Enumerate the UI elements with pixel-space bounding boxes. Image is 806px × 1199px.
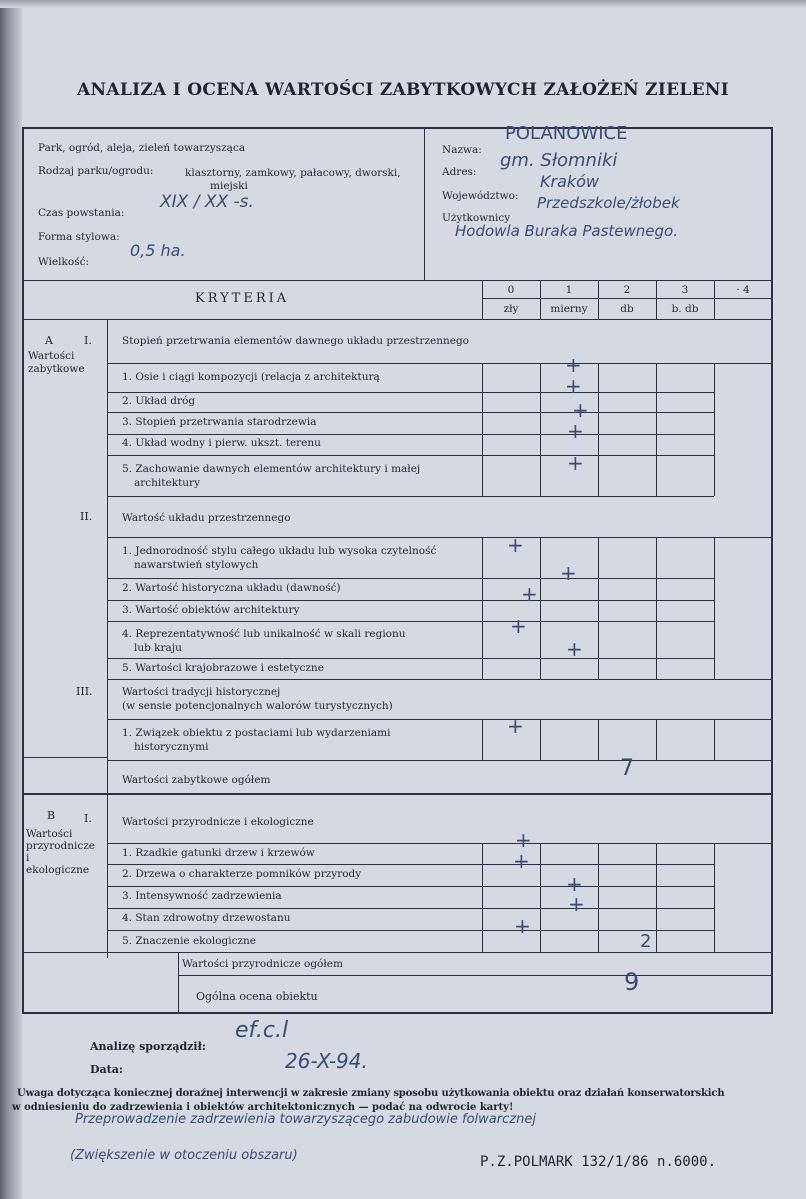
score-mark: + — [510, 614, 527, 638]
score-1-num: 1 — [565, 284, 573, 296]
col-line-4 — [714, 280, 715, 320]
group-a2-roman: II. — [80, 510, 93, 523]
row-line — [107, 392, 714, 393]
print-code: P.Z.POLMARK 132/1/86 n.6000. — [480, 1154, 717, 1170]
adres-value-city: Kraków — [540, 172, 600, 191]
section-b-letter: B — [47, 809, 56, 822]
row-line — [107, 908, 714, 909]
row-line — [107, 864, 714, 865]
score-mark: + — [565, 374, 582, 398]
col-line-3 — [656, 280, 657, 320]
grid-col — [656, 843, 657, 952]
grid-col — [598, 843, 599, 952]
row-a1-4: 4. Układ wodny i pierw. ukszt. terenu — [122, 437, 321, 449]
czas-value: XIX / XX -s. — [160, 192, 254, 212]
grid-col — [598, 537, 599, 679]
sporzadzil-label: Analizę sporządził: — [90, 1040, 206, 1053]
score-mark: + — [567, 419, 584, 443]
score-mark: + — [515, 828, 532, 852]
row-line — [107, 578, 714, 579]
section-b-divider — [107, 795, 108, 958]
nazwa-label: Nazwa: — [442, 144, 482, 156]
wojewodztwo-label: Województwo: — [442, 190, 519, 202]
wojewodztwo-value: Przedszkole/żłobek — [537, 194, 680, 212]
row-a2-4b: lub kraju — [134, 642, 182, 654]
row-a1-5a: 5. Zachowanie dawnych elementów architektury i małej — [122, 463, 421, 475]
row-line — [107, 537, 772, 538]
group-a3-title-2: (w sensie potencjonalnych walorów turystycznych) — [122, 700, 393, 712]
grid-col — [714, 843, 715, 952]
score-mark: + — [560, 561, 577, 585]
page-edge-shadow — [0, 0, 22, 1199]
a-total-value: 7 — [620, 756, 634, 781]
row-line — [107, 719, 772, 720]
score-mark: + — [566, 872, 583, 896]
score-mark: + — [567, 451, 584, 475]
data-label: Data: — [90, 1063, 123, 1076]
grid-col — [482, 537, 483, 679]
score-2-word: db — [620, 303, 634, 315]
rodzaj-label: Rodzaj parku/ogrodu: — [38, 165, 154, 177]
row-a3-1b: historycznymi — [134, 741, 209, 753]
group-a1-title: Stopień przetrwania elementów dawnego układu przestrzennego — [122, 335, 469, 347]
row-a2-3: 3. Wartość obiektów architektury — [122, 604, 300, 616]
b-5-value: 2 — [640, 931, 652, 952]
forma-label: Forma stylowa: — [38, 231, 120, 243]
header-divider — [424, 128, 425, 280]
row-line — [23, 952, 772, 953]
section-a-roman: I. — [84, 334, 92, 347]
group-a2-title: Wartość układu przestrzennego — [122, 512, 291, 524]
nazwa-value: POLANOWICE — [505, 123, 628, 144]
czas-label: Czas powstania: — [38, 207, 125, 219]
score-3-num: 3 — [681, 284, 689, 296]
row-a1-5b: architektury — [134, 477, 201, 489]
forma-value: 0,5 ha. — [130, 241, 186, 260]
rodzaj-options-miejski: miejski — [210, 180, 248, 192]
section-a-total-line — [23, 757, 108, 758]
uzytkownicy-label: Użytkownicy — [442, 212, 511, 224]
col-line-2 — [598, 280, 599, 320]
header-bottom-line — [23, 280, 772, 281]
score-0-word: zły — [503, 303, 519, 315]
a-total-label: Wartości zabytkowe ogółem — [122, 774, 271, 786]
score-mark: + — [507, 714, 524, 738]
adres-value: gm. Słomniki — [500, 150, 618, 171]
grid-col — [656, 363, 657, 496]
grid-col — [656, 537, 657, 679]
score-mark: + — [572, 398, 589, 422]
grid-col — [598, 363, 599, 496]
group-a3-title-1: Wartości tradycji historycznej — [122, 686, 281, 698]
grid-col — [482, 843, 483, 952]
row-line — [107, 658, 714, 659]
row-a1-1: 1. Osie i ciągi kompozycji (relacja z architekturą — [122, 371, 380, 383]
row-line — [107, 621, 714, 622]
section-a-divider — [107, 320, 108, 793]
data-value: 26-X-94. — [285, 1049, 368, 1073]
section-ab-border — [23, 793, 772, 795]
row-b-3: 3. Intensywność zadrzewienia — [122, 890, 282, 902]
score-0-num: 0 — [507, 284, 515, 296]
grid-col — [482, 719, 483, 760]
row-line — [107, 600, 714, 601]
row-line — [107, 760, 772, 761]
row-line — [107, 363, 772, 364]
score-mark: + — [521, 582, 538, 606]
row-b-4: 4. Stan zdrowotny drzewostanu — [122, 912, 291, 924]
score-mark: + — [565, 353, 582, 377]
grid-col — [540, 363, 541, 496]
col-line-0 — [482, 280, 483, 320]
score-mark: + — [513, 849, 530, 873]
score-4-num: · 4 — [736, 284, 750, 296]
score-header-mid-line — [482, 298, 772, 299]
section-a-name: Wartości zabytkowe — [28, 350, 85, 375]
uwaga-line-1: Uwaga dotycząca koniecznej doraźnej interwencji w zakresie zmiany sposobu użytkowania obiektu oraz działań konserwatorskich — [17, 1088, 725, 1099]
grid-col — [598, 719, 599, 760]
score-1-word: mierny — [550, 303, 588, 315]
row-line — [107, 886, 714, 887]
form-title: ANALIZA I OCENA WARTOŚCI ZABYTKOWYCH ZAŁOŻEŃ ZIELENI — [77, 80, 729, 100]
row-b-5: 5. Znaczenie ekologiczne — [122, 935, 257, 947]
grid-col — [540, 537, 541, 679]
row-line — [107, 930, 714, 931]
section-a-letter: A — [45, 334, 53, 347]
row-a2-5: 5. Wartości krajobrazowe i estetyczne — [122, 662, 324, 674]
rodzaj-options: klasztorny, zamkowy, pałacowy, dworski, — [185, 167, 401, 179]
row-a2-1a: 1. Jednorodność stylu całego układu lub wysoka czytelność — [122, 545, 437, 557]
row-b-1: 1. Rzadkie gatunki drzew i krzewów — [122, 847, 315, 859]
row-line — [178, 975, 772, 976]
row-a1-3: 3. Stopień przetrwania starodrzewia — [122, 416, 317, 428]
row-line — [107, 843, 772, 844]
grid-col — [714, 363, 715, 496]
score-2-num: 2 — [623, 284, 631, 296]
park-line: Park, ogród, aleja, zieleń towarzysząca — [38, 142, 246, 154]
adres-label: Adres: — [442, 166, 477, 178]
kryteria-header: KRYTERIA — [195, 291, 290, 306]
overall-label: Ogólna ocena obiektu — [196, 990, 318, 1003]
grid-col — [540, 719, 541, 760]
overall-left-line — [178, 952, 179, 1014]
score-mark: + — [568, 892, 585, 916]
row-b-2: 2. Drzewa o charakterze pomników przyrody — [122, 868, 362, 880]
wielkosc-label: Wielkość: — [38, 256, 90, 268]
row-line — [107, 496, 714, 497]
uzytkownicy-value: Hodowla Buraka Pastewnego. — [455, 222, 678, 240]
grid-col — [714, 537, 715, 679]
row-line — [107, 434, 714, 435]
grid-col — [656, 719, 657, 760]
section-b-roman: I. — [84, 812, 92, 825]
col-line-1 — [540, 280, 541, 320]
uwaga-line-2: w odniesieniu do zadrzewienia i obiektów architektonicznych — podać na odwrocie karty! — [12, 1102, 514, 1113]
row-a2-1b: nawarstwień stylowych — [134, 559, 259, 571]
handwritten-note-2: (Zwiększenie w otoczeniu obszaru) — [70, 1148, 298, 1163]
score-mark: + — [566, 637, 583, 661]
row-a2-2: 2. Wartość historyczna układu (dawność) — [122, 582, 341, 594]
overall-value: 9 — [624, 968, 640, 996]
row-line — [107, 412, 714, 413]
grid-col — [482, 363, 483, 496]
b-group-title: Wartości przyrodnicze i ekologiczne — [122, 816, 314, 828]
score-mark: + — [507, 533, 524, 557]
grid-col — [714, 719, 715, 760]
row-line — [107, 455, 714, 456]
row-a3-1a: 1. Związek obiektu z postaciami lub wydarzeniami — [122, 727, 391, 739]
b-total-label: Wartości przyrodnicze ogółem — [182, 958, 343, 970]
handwritten-note-1: Przeprowadzenie zadrzewienia towarzyszącego zabudowie folwarcznej — [75, 1112, 536, 1127]
score-3-word: b. db — [671, 303, 699, 315]
sporzadzil-signature: ef.c.l — [235, 1018, 289, 1043]
row-a2-4a: 4. Reprezentatywność lub unikalność w skali regionu — [122, 628, 406, 640]
section-b-name: Wartości przyrodnicze i ekologiczne — [26, 828, 96, 876]
grid-col — [540, 843, 541, 952]
page-top-edge — [0, 0, 806, 8]
score-header-bottom-line — [23, 319, 772, 320]
row-a1-2: 2. Układ dróg — [122, 395, 196, 407]
score-mark: + — [514, 914, 531, 938]
group-a3-roman: III. — [76, 685, 93, 698]
row-line — [107, 679, 772, 680]
